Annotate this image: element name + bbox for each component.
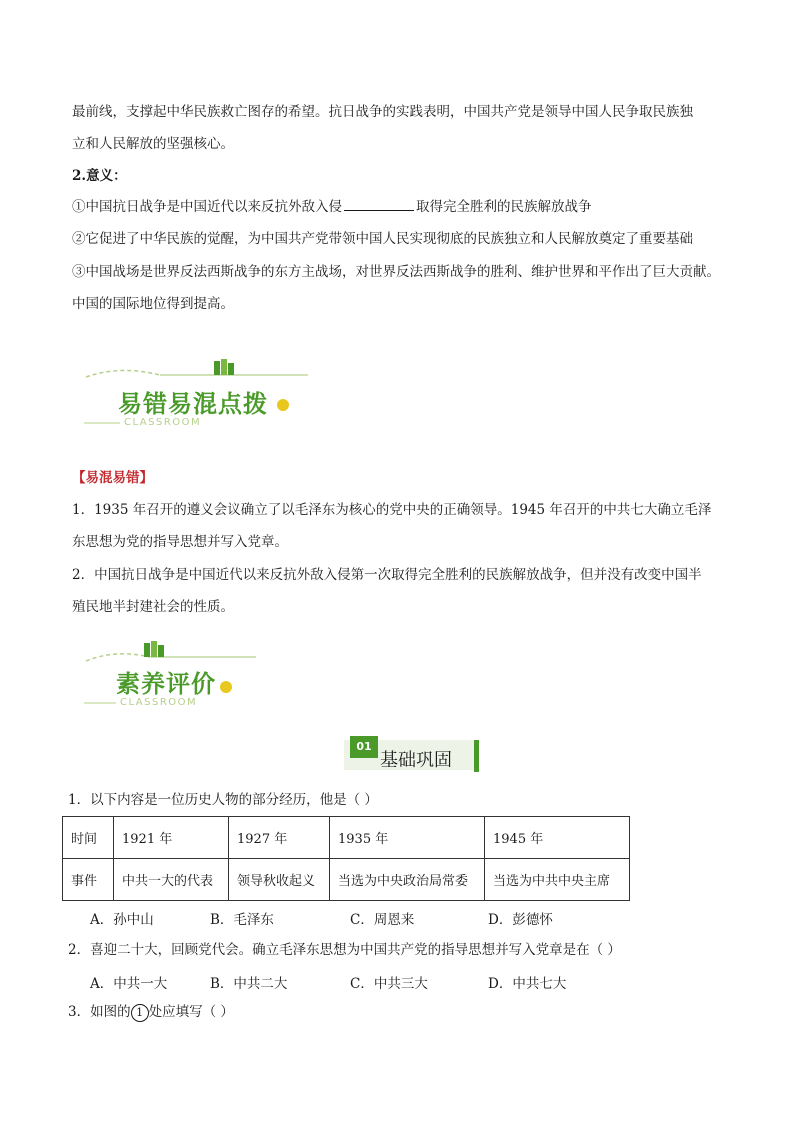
significance-item-1-after: 取得完全胜利的民族解放战争 [416,199,592,215]
table-cell: 当选为中央政治局常委 [330,859,485,901]
q2-option-b[interactable]: B．中共二大 [210,976,288,992]
significance-item-3-cont: 中国的国际地位得到提高。 [72,296,234,312]
significance-item-3: ③中国战场是世界反法西斯战争的东方主战场，对世界反法西斯战争的胜利、维护世界和平作出了巨大贡献。 [72,264,720,280]
table-row [63,817,630,859]
q3-stem-after: 处应填写（ ） [148,1004,234,1020]
q2-option-a[interactable]: A．中共一大 [90,976,168,992]
confusion-p2-line1: 2．中国抗日战争是中国近代以来反抗外敌入侵第一次取得完全胜利的民族解放战争，但并没有改变中国半 [72,567,702,583]
q3-circle-marker: 1 [131,1004,149,1022]
table-cell: 时间 [63,817,114,859]
q1-table [62,816,630,901]
q3-stem [68,1002,234,1022]
fill-blank [344,196,414,211]
table-cell: 1935 年 [330,817,485,859]
intro-line-2: 立和人民解放的坚强核心。 [72,136,234,152]
q1-stem: 1．以下内容是一位历史人物的部分经历，他是（ ） [68,792,378,808]
section-subtitle-2: CLASSROOM [120,697,198,708]
q3-stem-before: 3．如图的 [68,1004,131,1020]
table-row [63,859,630,901]
significance-item-2: ②它促进了中华民族的觉醒，为中国共产党带领中国人民实现彻底的民族独立和人民解放奠定了重要基础 [72,231,693,247]
basic-title: 基础巩固 [380,750,452,771]
confusion-heading: 【易混易错】 [72,470,153,486]
q2-option-d[interactable]: D．中共七大 [488,976,567,992]
table-cell: 1921 年 [114,817,229,859]
q1-option-c[interactable]: C．周恩来 [350,912,415,928]
significance-heading: 2.意义： [72,168,127,184]
confusion-p1-line1: 1．1935 年召开的遵义会议确立了以毛泽东为核心的党中央的正确领导。1945 年召开的中共七大确立毛泽 [72,502,712,518]
table-cell: 1927 年 [229,817,330,859]
table-cell: 1945 年 [485,817,630,859]
q1-option-d[interactable]: D．彭德怀 [488,912,553,928]
section-title-1: 易错易混点拨 [118,390,268,418]
q2-option-c[interactable]: C．中共三大 [350,976,428,992]
basic-accent-bar [474,740,479,772]
q1-option-b[interactable]: B．毛泽东 [210,912,274,928]
table-cell: 中共一大的代表 [114,859,229,901]
table-cell: 事件 [63,859,114,901]
significance-item-1 [72,196,592,217]
confusion-p1-line2: 东思想为党的指导思想并写入党章。 [72,534,288,550]
q2-stem: 2．喜迎二十大，回顾党代会。确立毛泽东思想为中国共产党的指导思想并写入党章是在（ ） [68,942,621,958]
table-cell: 当选为中共中央主席 [485,859,630,901]
section-title-2: 素养评价 [116,670,216,698]
table-cell: 领导秋收起义 [229,859,330,901]
basic-badge: 01 [350,736,378,758]
q1-option-a[interactable]: A．孙中山 [90,912,154,928]
confusion-p2-line2: 殖民地半封建社会的性质。 [72,599,234,615]
section-subtitle-1: CLASSROOM [124,417,202,428]
significance-item-1-before: ①中国抗日战争是中国近代以来反抗外敌入侵 [72,199,342,215]
intro-line-1: 最前线，支撑起中华民族救亡图存的希望。抗日战争的实践表明，中国共产党是领导中国人民争取民族独 [72,104,693,120]
basic-header [344,736,482,774]
